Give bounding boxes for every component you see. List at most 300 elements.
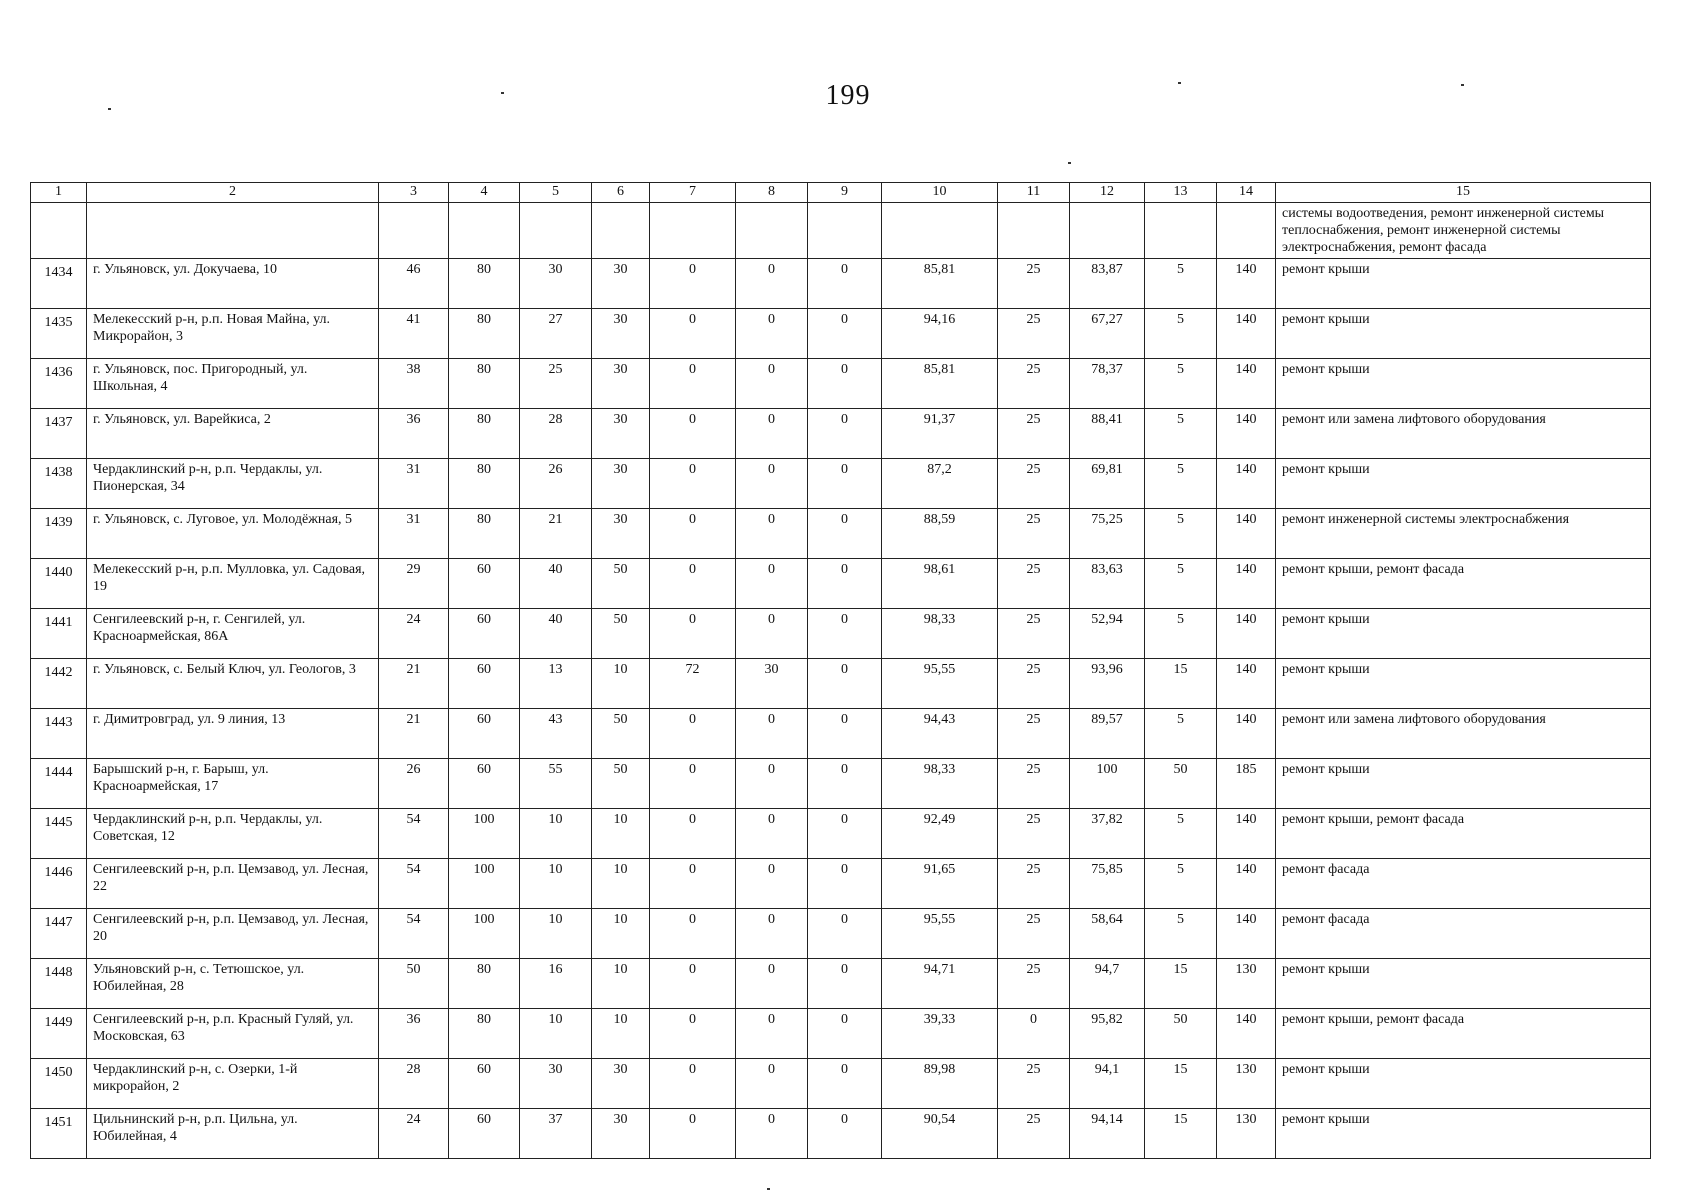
table-row bbox=[31, 709, 1651, 759]
table-row bbox=[31, 259, 1651, 309]
work-type-cell: ремонт крыши bbox=[1276, 259, 1651, 309]
value-cell-col-14: 140 bbox=[1217, 509, 1276, 559]
value-cell-col-9: 0 bbox=[808, 559, 882, 609]
value-cell-col-10: 91,37 bbox=[882, 409, 998, 459]
column-number: 4 bbox=[449, 183, 520, 203]
value-cell-col-8: 0 bbox=[736, 559, 808, 609]
value-cell-col-4: 80 bbox=[449, 259, 520, 309]
empty-cell bbox=[1070, 203, 1145, 259]
value-cell-col-11: 25 bbox=[998, 859, 1070, 909]
row-number: 1435 bbox=[31, 309, 87, 359]
value-cell-col-11: 0 bbox=[998, 1009, 1070, 1059]
value-cell-col-5: 13 bbox=[520, 659, 592, 709]
value-cell-col-9: 0 bbox=[808, 509, 882, 559]
value-cell-col-7: 0 bbox=[650, 859, 736, 909]
value-cell-col-13: 50 bbox=[1145, 759, 1217, 809]
value-cell-col-8: 0 bbox=[736, 709, 808, 759]
value-cell-col-4: 80 bbox=[449, 409, 520, 459]
value-cell-col-5: 10 bbox=[520, 809, 592, 859]
value-cell-col-11: 25 bbox=[998, 809, 1070, 859]
value-cell-col-8: 0 bbox=[736, 809, 808, 859]
empty-cell bbox=[1145, 203, 1217, 259]
work-type-cell: ремонт фасада bbox=[1276, 909, 1651, 959]
value-cell-col-10: 87,2 bbox=[882, 459, 998, 509]
value-cell-col-11: 25 bbox=[998, 1109, 1070, 1159]
value-cell-col-4: 80 bbox=[449, 459, 520, 509]
value-cell-col-8: 0 bbox=[736, 359, 808, 409]
address-cell: г. Ульяновск, пос. Пригородный, ул. Школьная, 4 bbox=[87, 359, 379, 409]
row-number: 1450 bbox=[31, 1059, 87, 1109]
value-cell-col-9: 0 bbox=[808, 309, 882, 359]
value-cell-col-3: 28 bbox=[379, 1059, 449, 1109]
scan-speck bbox=[767, 1188, 770, 1190]
value-cell-col-13: 5 bbox=[1145, 309, 1217, 359]
value-cell-col-11: 25 bbox=[998, 709, 1070, 759]
row-number: 1446 bbox=[31, 859, 87, 909]
column-number: 10 bbox=[882, 183, 998, 203]
value-cell-col-4: 80 bbox=[449, 309, 520, 359]
value-cell-col-7: 0 bbox=[650, 709, 736, 759]
value-cell-col-4: 60 bbox=[449, 559, 520, 609]
value-cell-col-10: 95,55 bbox=[882, 909, 998, 959]
table-row bbox=[31, 409, 1651, 459]
value-cell-col-8: 0 bbox=[736, 759, 808, 809]
scan-speck bbox=[108, 108, 111, 110]
work-type-cell: ремонт крыши bbox=[1276, 309, 1651, 359]
value-cell-col-14: 140 bbox=[1217, 559, 1276, 609]
table-row bbox=[31, 559, 1651, 609]
value-cell-col-11: 25 bbox=[998, 409, 1070, 459]
work-type-cell: ремонт крыши bbox=[1276, 359, 1651, 409]
value-cell-col-9: 0 bbox=[808, 459, 882, 509]
value-cell-col-10: 94,16 bbox=[882, 309, 998, 359]
value-cell-col-13: 5 bbox=[1145, 859, 1217, 909]
column-number-row bbox=[31, 183, 1651, 203]
value-cell-col-12: 83,63 bbox=[1070, 559, 1145, 609]
work-type-cell: ремонт крыши bbox=[1276, 609, 1651, 659]
column-number: 9 bbox=[808, 183, 882, 203]
address-cell: г. Ульяновск, ул. Докучаева, 10 bbox=[87, 259, 379, 309]
value-cell-col-7: 72 bbox=[650, 659, 736, 709]
column-number: 13 bbox=[1145, 183, 1217, 203]
value-cell-col-3: 54 bbox=[379, 809, 449, 859]
value-cell-col-10: 92,49 bbox=[882, 809, 998, 859]
empty-cell bbox=[87, 203, 379, 259]
column-number: 8 bbox=[736, 183, 808, 203]
row-number: 1444 bbox=[31, 759, 87, 809]
row-number: 1438 bbox=[31, 459, 87, 509]
column-number: 6 bbox=[592, 183, 650, 203]
value-cell-col-5: 10 bbox=[520, 859, 592, 909]
value-cell-col-3: 38 bbox=[379, 359, 449, 409]
work-type-cell: ремонт крыши bbox=[1276, 659, 1651, 709]
value-cell-col-5: 40 bbox=[520, 559, 592, 609]
value-cell-col-5: 10 bbox=[520, 909, 592, 959]
address-cell: Мелекесский р-н, р.п. Новая Майна, ул. Микрорайон, 3 bbox=[87, 309, 379, 359]
value-cell-col-3: 21 bbox=[379, 659, 449, 709]
value-cell-col-14: 140 bbox=[1217, 609, 1276, 659]
address-cell: г. Ульяновск, с. Луговое, ул. Молодёжная, 5 bbox=[87, 509, 379, 559]
value-cell-col-3: 24 bbox=[379, 609, 449, 659]
row-number: 1436 bbox=[31, 359, 87, 409]
address-cell: Ульяновский р-н, с. Тетюшское, ул. Юбилейная, 28 bbox=[87, 959, 379, 1009]
scan-speck bbox=[1461, 84, 1464, 86]
value-cell-col-13: 5 bbox=[1145, 809, 1217, 859]
table-row bbox=[31, 1059, 1651, 1109]
value-cell-col-11: 25 bbox=[998, 659, 1070, 709]
value-cell-col-9: 0 bbox=[808, 359, 882, 409]
column-number: 11 bbox=[998, 183, 1070, 203]
empty-cell bbox=[520, 203, 592, 259]
value-cell-col-12: 93,96 bbox=[1070, 659, 1145, 709]
empty-cell bbox=[882, 203, 998, 259]
table-row bbox=[31, 759, 1651, 809]
empty-cell bbox=[592, 203, 650, 259]
value-cell-col-6: 50 bbox=[592, 709, 650, 759]
value-cell-col-3: 46 bbox=[379, 259, 449, 309]
scan-speck bbox=[1178, 82, 1181, 84]
row-number: 1447 bbox=[31, 909, 87, 959]
address-cell: Чердаклинский р-н, р.п. Чердаклы, ул. Пионерская, 34 bbox=[87, 459, 379, 509]
value-cell-col-13: 15 bbox=[1145, 1059, 1217, 1109]
scan-speck bbox=[501, 92, 504, 94]
value-cell-col-11: 25 bbox=[998, 1059, 1070, 1109]
address-cell: Чердаклинский р-н, с. Озерки, 1-й микрорайон, 2 bbox=[87, 1059, 379, 1109]
value-cell-col-11: 25 bbox=[998, 509, 1070, 559]
value-cell-col-11: 25 bbox=[998, 359, 1070, 409]
value-cell-col-13: 50 bbox=[1145, 1009, 1217, 1059]
table-row bbox=[31, 859, 1651, 909]
empty-cell bbox=[808, 203, 882, 259]
value-cell-col-8: 0 bbox=[736, 909, 808, 959]
row-number: 1451 bbox=[31, 1109, 87, 1159]
value-cell-col-6: 30 bbox=[592, 359, 650, 409]
value-cell-col-9: 0 bbox=[808, 1109, 882, 1159]
value-cell-col-13: 5 bbox=[1145, 609, 1217, 659]
value-cell-col-14: 140 bbox=[1217, 1009, 1276, 1059]
value-cell-col-7: 0 bbox=[650, 809, 736, 859]
address-cell: г. Ульяновск, с. Белый Ключ, ул. Геологов, 3 bbox=[87, 659, 379, 709]
value-cell-col-13: 5 bbox=[1145, 459, 1217, 509]
value-cell-col-5: 10 bbox=[520, 1009, 592, 1059]
value-cell-col-4: 80 bbox=[449, 1009, 520, 1059]
value-cell-col-11: 25 bbox=[998, 259, 1070, 309]
page-number: 199 bbox=[825, 80, 871, 111]
value-cell-col-14: 130 bbox=[1217, 959, 1276, 1009]
empty-cell bbox=[998, 203, 1070, 259]
continuation-row bbox=[31, 203, 1651, 259]
value-cell-col-12: 69,81 bbox=[1070, 459, 1145, 509]
value-cell-col-11: 25 bbox=[998, 959, 1070, 1009]
empty-cell bbox=[449, 203, 520, 259]
address-cell: Чердаклинский р-н, р.п. Чердаклы, ул. Советская, 12 bbox=[87, 809, 379, 859]
repair-register-table bbox=[30, 182, 1651, 1159]
value-cell-col-7: 0 bbox=[650, 1009, 736, 1059]
value-cell-col-12: 94,14 bbox=[1070, 1109, 1145, 1159]
value-cell-col-14: 140 bbox=[1217, 909, 1276, 959]
value-cell-col-10: 90,54 bbox=[882, 1109, 998, 1159]
column-number: 2 bbox=[87, 183, 379, 203]
value-cell-col-5: 43 bbox=[520, 709, 592, 759]
value-cell-col-4: 60 bbox=[449, 659, 520, 709]
value-cell-col-7: 0 bbox=[650, 459, 736, 509]
value-cell-col-4: 60 bbox=[449, 709, 520, 759]
value-cell-col-5: 28 bbox=[520, 409, 592, 459]
value-cell-col-6: 30 bbox=[592, 409, 650, 459]
value-cell-col-4: 80 bbox=[449, 959, 520, 1009]
value-cell-col-4: 60 bbox=[449, 759, 520, 809]
value-cell-col-8: 0 bbox=[736, 859, 808, 909]
value-cell-col-6: 30 bbox=[592, 459, 650, 509]
value-cell-col-5: 27 bbox=[520, 309, 592, 359]
value-cell-col-12: 94,7 bbox=[1070, 959, 1145, 1009]
value-cell-col-5: 21 bbox=[520, 509, 592, 559]
empty-cell bbox=[650, 203, 736, 259]
column-number: 7 bbox=[650, 183, 736, 203]
value-cell-col-3: 54 bbox=[379, 909, 449, 959]
value-cell-col-9: 0 bbox=[808, 409, 882, 459]
value-cell-col-7: 0 bbox=[650, 559, 736, 609]
value-cell-col-12: 75,85 bbox=[1070, 859, 1145, 909]
continued-work-description: системы водоотведения, ремонт инженерной системы теплоснабжения, ремонт инженерной системы электроснабжения, ремонт фасада bbox=[1276, 203, 1651, 259]
address-cell: г. Димитровград, ул. 9 линия, 13 bbox=[87, 709, 379, 759]
work-type-cell: ремонт крыши bbox=[1276, 959, 1651, 1009]
column-number: 12 bbox=[1070, 183, 1145, 203]
value-cell-col-12: 58,64 bbox=[1070, 909, 1145, 959]
table-row bbox=[31, 959, 1651, 1009]
value-cell-col-11: 25 bbox=[998, 459, 1070, 509]
value-cell-col-12: 67,27 bbox=[1070, 309, 1145, 359]
value-cell-col-14: 140 bbox=[1217, 309, 1276, 359]
value-cell-col-4: 80 bbox=[449, 359, 520, 409]
value-cell-col-6: 30 bbox=[592, 509, 650, 559]
value-cell-col-3: 21 bbox=[379, 709, 449, 759]
work-type-cell: ремонт фасада bbox=[1276, 859, 1651, 909]
empty-cell bbox=[31, 203, 87, 259]
work-type-cell: ремонт крыши bbox=[1276, 1059, 1651, 1109]
value-cell-col-13: 15 bbox=[1145, 659, 1217, 709]
value-cell-col-7: 0 bbox=[650, 309, 736, 359]
row-number: 1439 bbox=[31, 509, 87, 559]
value-cell-col-6: 30 bbox=[592, 1109, 650, 1159]
value-cell-col-9: 0 bbox=[808, 709, 882, 759]
address-cell: Сенгилеевский р-н, р.п. Цемзавод, ул. Лесная, 20 bbox=[87, 909, 379, 959]
value-cell-col-5: 55 bbox=[520, 759, 592, 809]
value-cell-col-6: 30 bbox=[592, 1059, 650, 1109]
address-cell: Сенгилеевский р-н, р.п. Цемзавод, ул. Лесная, 22 bbox=[87, 859, 379, 909]
table-row bbox=[31, 459, 1651, 509]
work-type-cell: ремонт крыши, ремонт фасада bbox=[1276, 559, 1651, 609]
column-number: 1 bbox=[31, 183, 87, 203]
value-cell-col-3: 41 bbox=[379, 309, 449, 359]
value-cell-col-13: 15 bbox=[1145, 959, 1217, 1009]
value-cell-col-12: 100 bbox=[1070, 759, 1145, 809]
row-number: 1440 bbox=[31, 559, 87, 609]
value-cell-col-14: 140 bbox=[1217, 409, 1276, 459]
value-cell-col-7: 0 bbox=[650, 409, 736, 459]
value-cell-col-7: 0 bbox=[650, 259, 736, 309]
value-cell-col-14: 130 bbox=[1217, 1059, 1276, 1109]
value-cell-col-13: 5 bbox=[1145, 359, 1217, 409]
value-cell-col-3: 31 bbox=[379, 509, 449, 559]
value-cell-col-3: 54 bbox=[379, 859, 449, 909]
value-cell-col-11: 25 bbox=[998, 309, 1070, 359]
value-cell-col-5: 30 bbox=[520, 259, 592, 309]
value-cell-col-7: 0 bbox=[650, 1109, 736, 1159]
table-row bbox=[31, 1009, 1651, 1059]
value-cell-col-10: 85,81 bbox=[882, 359, 998, 409]
work-type-cell: ремонт крыши, ремонт фасада bbox=[1276, 809, 1651, 859]
value-cell-col-13: 5 bbox=[1145, 259, 1217, 309]
value-cell-col-5: 40 bbox=[520, 609, 592, 659]
table-row bbox=[31, 609, 1651, 659]
value-cell-col-8: 0 bbox=[736, 259, 808, 309]
value-cell-col-3: 36 bbox=[379, 1009, 449, 1059]
value-cell-col-8: 0 bbox=[736, 409, 808, 459]
value-cell-col-7: 0 bbox=[650, 1059, 736, 1109]
work-type-cell: ремонт или замена лифтового оборудования bbox=[1276, 709, 1651, 759]
column-number: 5 bbox=[520, 183, 592, 203]
value-cell-col-8: 0 bbox=[736, 1009, 808, 1059]
value-cell-col-4: 60 bbox=[449, 1109, 520, 1159]
empty-cell bbox=[1217, 203, 1276, 259]
value-cell-col-6: 30 bbox=[592, 309, 650, 359]
value-cell-col-8: 0 bbox=[736, 1059, 808, 1109]
row-number: 1449 bbox=[31, 1009, 87, 1059]
value-cell-col-3: 24 bbox=[379, 1109, 449, 1159]
value-cell-col-13: 15 bbox=[1145, 1109, 1217, 1159]
value-cell-col-7: 0 bbox=[650, 909, 736, 959]
work-type-cell: ремонт крыши, ремонт фасада bbox=[1276, 1009, 1651, 1059]
value-cell-col-4: 100 bbox=[449, 859, 520, 909]
value-cell-col-3: 29 bbox=[379, 559, 449, 609]
value-cell-col-10: 91,65 bbox=[882, 859, 998, 909]
value-cell-col-7: 0 bbox=[650, 609, 736, 659]
table-row bbox=[31, 909, 1651, 959]
value-cell-col-8: 30 bbox=[736, 659, 808, 709]
value-cell-col-12: 95,82 bbox=[1070, 1009, 1145, 1059]
value-cell-col-5: 30 bbox=[520, 1059, 592, 1109]
value-cell-col-14: 140 bbox=[1217, 809, 1276, 859]
value-cell-col-9: 0 bbox=[808, 1059, 882, 1109]
row-number: 1441 bbox=[31, 609, 87, 659]
value-cell-col-12: 78,37 bbox=[1070, 359, 1145, 409]
value-cell-col-9: 0 bbox=[808, 609, 882, 659]
empty-cell bbox=[379, 203, 449, 259]
value-cell-col-13: 5 bbox=[1145, 509, 1217, 559]
value-cell-col-9: 0 bbox=[808, 759, 882, 809]
table-row bbox=[31, 509, 1651, 559]
value-cell-col-10: 98,33 bbox=[882, 609, 998, 659]
value-cell-col-6: 10 bbox=[592, 1009, 650, 1059]
work-type-cell: ремонт крыши bbox=[1276, 759, 1651, 809]
value-cell-col-6: 10 bbox=[592, 859, 650, 909]
work-type-cell: ремонт или замена лифтового оборудования bbox=[1276, 409, 1651, 459]
value-cell-col-3: 36 bbox=[379, 409, 449, 459]
address-cell: Барышский р-н, г. Барыш, ул. Красноармейская, 17 bbox=[87, 759, 379, 809]
value-cell-col-6: 50 bbox=[592, 759, 650, 809]
value-cell-col-5: 26 bbox=[520, 459, 592, 509]
work-type-cell: ремонт крыши bbox=[1276, 1109, 1651, 1159]
value-cell-col-11: 25 bbox=[998, 559, 1070, 609]
value-cell-col-11: 25 bbox=[998, 609, 1070, 659]
value-cell-col-10: 95,55 bbox=[882, 659, 998, 709]
value-cell-col-6: 10 bbox=[592, 909, 650, 959]
value-cell-col-10: 98,33 bbox=[882, 759, 998, 809]
scan-speck bbox=[1068, 162, 1071, 164]
value-cell-col-13: 5 bbox=[1145, 709, 1217, 759]
value-cell-col-9: 0 bbox=[808, 259, 882, 309]
value-cell-col-8: 0 bbox=[736, 959, 808, 1009]
value-cell-col-7: 0 bbox=[650, 359, 736, 409]
value-cell-col-9: 0 bbox=[808, 659, 882, 709]
value-cell-col-14: 140 bbox=[1217, 459, 1276, 509]
row-number: 1434 bbox=[31, 259, 87, 309]
value-cell-col-5: 37 bbox=[520, 1109, 592, 1159]
value-cell-col-6: 10 bbox=[592, 809, 650, 859]
value-cell-col-14: 140 bbox=[1217, 359, 1276, 409]
value-cell-col-9: 0 bbox=[808, 859, 882, 909]
table-row bbox=[31, 309, 1651, 359]
value-cell-col-6: 30 bbox=[592, 259, 650, 309]
value-cell-col-7: 0 bbox=[650, 759, 736, 809]
row-number: 1442 bbox=[31, 659, 87, 709]
value-cell-col-9: 0 bbox=[808, 959, 882, 1009]
register-sheet bbox=[30, 182, 1650, 1159]
column-number: 14 bbox=[1217, 183, 1276, 203]
work-type-cell: ремонт инженерной системы электроснабжения bbox=[1276, 509, 1651, 559]
value-cell-col-11: 25 bbox=[998, 909, 1070, 959]
value-cell-col-13: 5 bbox=[1145, 909, 1217, 959]
value-cell-col-14: 140 bbox=[1217, 859, 1276, 909]
table-row bbox=[31, 809, 1651, 859]
address-cell: г. Ульяновск, ул. Варейкиса, 2 bbox=[87, 409, 379, 459]
row-number: 1445 bbox=[31, 809, 87, 859]
value-cell-col-7: 0 bbox=[650, 959, 736, 1009]
value-cell-col-12: 83,87 bbox=[1070, 259, 1145, 309]
row-number: 1437 bbox=[31, 409, 87, 459]
value-cell-col-10: 39,33 bbox=[882, 1009, 998, 1059]
value-cell-col-12: 89,57 bbox=[1070, 709, 1145, 759]
value-cell-col-9: 0 bbox=[808, 909, 882, 959]
value-cell-col-8: 0 bbox=[736, 309, 808, 359]
column-number: 3 bbox=[379, 183, 449, 203]
value-cell-col-10: 94,71 bbox=[882, 959, 998, 1009]
row-number: 1443 bbox=[31, 709, 87, 759]
value-cell-col-13: 5 bbox=[1145, 559, 1217, 609]
value-cell-col-8: 0 bbox=[736, 609, 808, 659]
value-cell-col-3: 26 bbox=[379, 759, 449, 809]
value-cell-col-10: 94,43 bbox=[882, 709, 998, 759]
value-cell-col-12: 88,41 bbox=[1070, 409, 1145, 459]
value-cell-col-5: 25 bbox=[520, 359, 592, 409]
value-cell-col-14: 140 bbox=[1217, 259, 1276, 309]
value-cell-col-9: 0 bbox=[808, 1009, 882, 1059]
value-cell-col-14: 140 bbox=[1217, 659, 1276, 709]
address-cell: Сенгилеевский р-н, г. Сенгилей, ул. Красноармейская, 86А bbox=[87, 609, 379, 659]
value-cell-col-10: 89,98 bbox=[882, 1059, 998, 1109]
value-cell-col-14: 130 bbox=[1217, 1109, 1276, 1159]
address-cell: Сенгилеевский р-н, р.п. Красный Гуляй, ул. Московская, 63 bbox=[87, 1009, 379, 1059]
value-cell-col-3: 31 bbox=[379, 459, 449, 509]
value-cell-col-14: 185 bbox=[1217, 759, 1276, 809]
row-number: 1448 bbox=[31, 959, 87, 1009]
value-cell-col-4: 100 bbox=[449, 909, 520, 959]
table-row bbox=[31, 659, 1651, 709]
table-body bbox=[31, 183, 1651, 1159]
empty-cell bbox=[736, 203, 808, 259]
address-cell: Мелекесский р-н, р.п. Мулловка, ул. Садовая, 19 bbox=[87, 559, 379, 609]
